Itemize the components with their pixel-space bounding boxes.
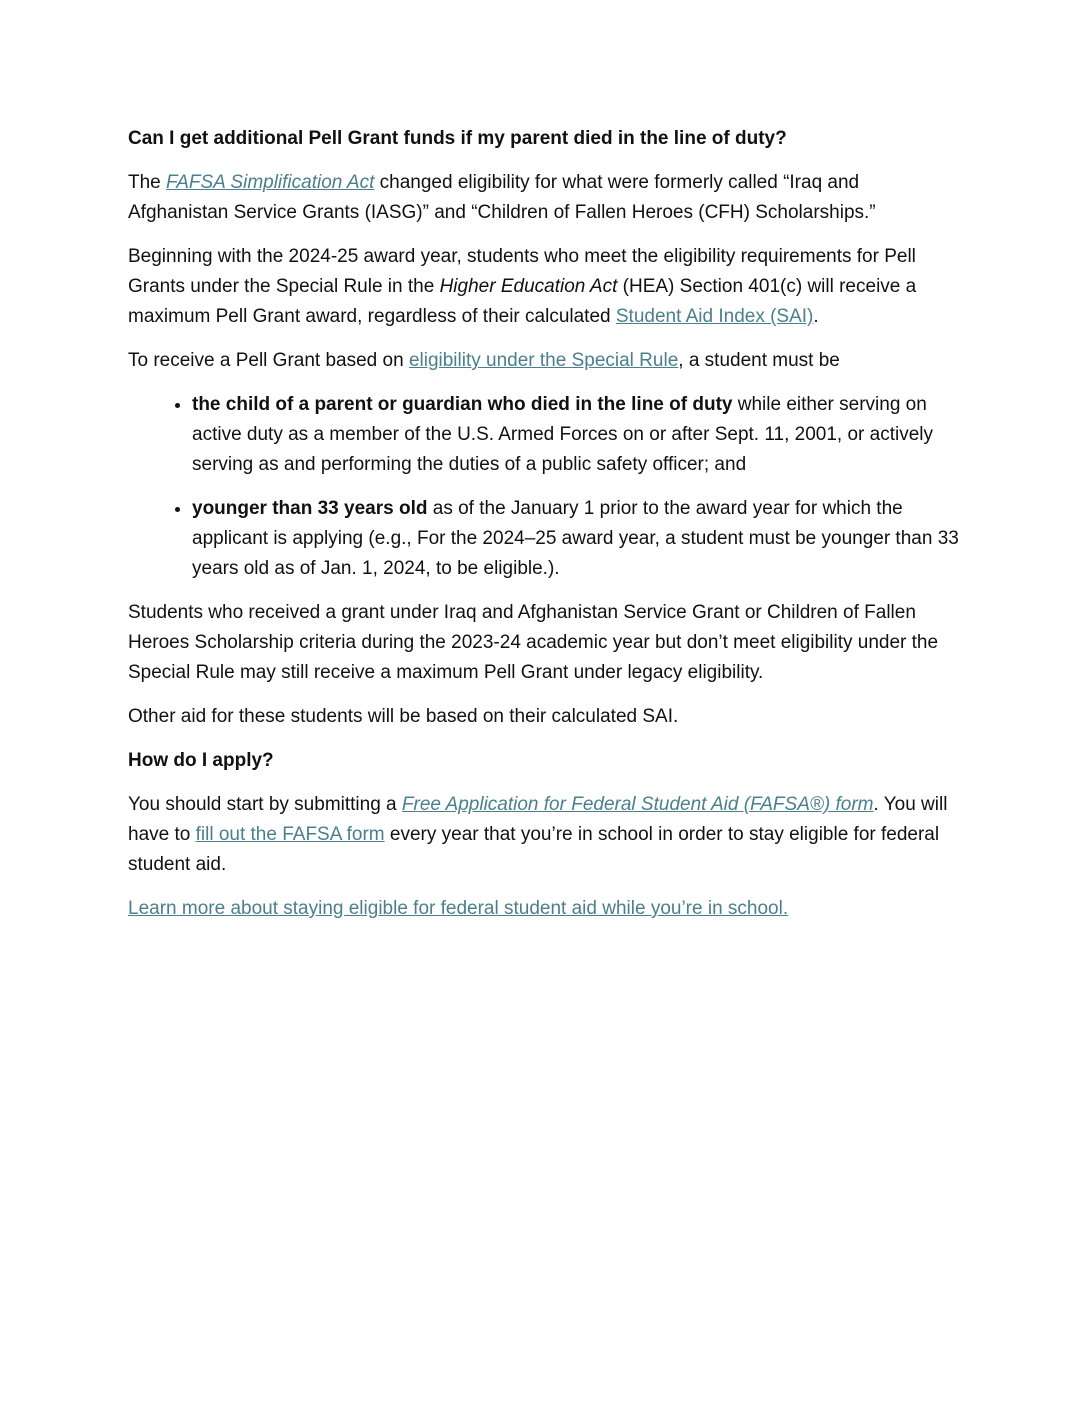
learn-more-staying-eligible-link[interactable]: Learn more about staying eligible for federal student aid while you’re in school. — [128, 898, 789, 919]
paragraph-fafsa-simplification — [128, 168, 960, 228]
text: . You will have to — [128, 794, 948, 845]
text: every year that you’re in school in order to stay eligible for federal student aid. — [128, 824, 940, 875]
text: changed eligibility for what were formerly called “Iraq and Afghanistan Service Grants (IASG)” and “Children of Fallen Heroes (CFH) Scholarships.” — [128, 172, 876, 223]
text: . — [813, 306, 819, 327]
text: , a student must be — [678, 350, 840, 371]
list-item — [192, 390, 960, 480]
student-aid-index-link[interactable]: Student Aid Index (SAI) — [615, 306, 814, 327]
fill-out-fafsa-link[interactable]: fill out the FAFSA form — [195, 824, 385, 845]
heading-how-to-apply: How do I apply? — [128, 750, 274, 771]
text: You should start by submitting a — [128, 794, 402, 815]
heading-additional-pell-funds: Can I get additional Pell Grant funds if my parent died in the line of duty? — [128, 128, 787, 149]
paragraph-special-rule-award — [128, 242, 960, 332]
paragraph-other-aid: Other aid for these students will be based on their calculated SAI. — [128, 706, 679, 727]
text: The — [128, 172, 167, 193]
paragraph-legacy-eligibility: Students who received a grant under Iraq and Afghanistan Service Grant or Children of Fallen Heroes Scholarship criteria during the 2023-24 academic year but don’t meet eligibility under the Special Rule may still receive a maximum Pell Grant under legacy eligibility. — [128, 602, 939, 683]
eligibility-bullet-list — [128, 390, 960, 584]
bullet-text: as of the January 1 prior to the award year for which the applicant is applying (e.g., For the 2024–25 award year, a student must be younger than 33 years old as of Jan. 1, 2024, to be eligible.). — [192, 498, 959, 579]
paragraph-learn-more — [128, 894, 960, 924]
bullet-bold-text: the child of a parent or guardian who died in the line of duty — [192, 394, 733, 415]
paragraph-eligibility-intro — [128, 346, 960, 376]
text: Beginning with the 2024-25 award year, students who meet the eligibility requirements for Pell Grants under the Special Rule in the — [128, 246, 916, 297]
list-item — [192, 494, 960, 584]
bullet-text: while either serving on active duty as a member of the U.S. Armed Forces on or after Sept. 11, 2001, or actively serving as and performing the duties of a public safety officer; and — [192, 394, 933, 475]
fafsa-simplification-act-link[interactable]: FAFSA Simplification Act — [166, 172, 375, 193]
text: To receive a Pell Grant based on — [128, 350, 409, 371]
special-rule-eligibility-link[interactable]: eligibility under the Special Rule — [408, 350, 679, 371]
paragraph-apply-instructions — [128, 790, 960, 880]
fafsa-form-link[interactable]: Free Application for Federal Student Aid (FAFSA®) form — [401, 794, 874, 815]
bullet-bold-text: younger than 33 years old — [192, 498, 428, 519]
text: (HEA) Section 401(c) will receive a maximum Pell Grant award, regardless of their calculated — [128, 276, 917, 327]
document-page — [128, 124, 960, 938]
hea-italic-text: Higher Education Act — [439, 276, 618, 297]
